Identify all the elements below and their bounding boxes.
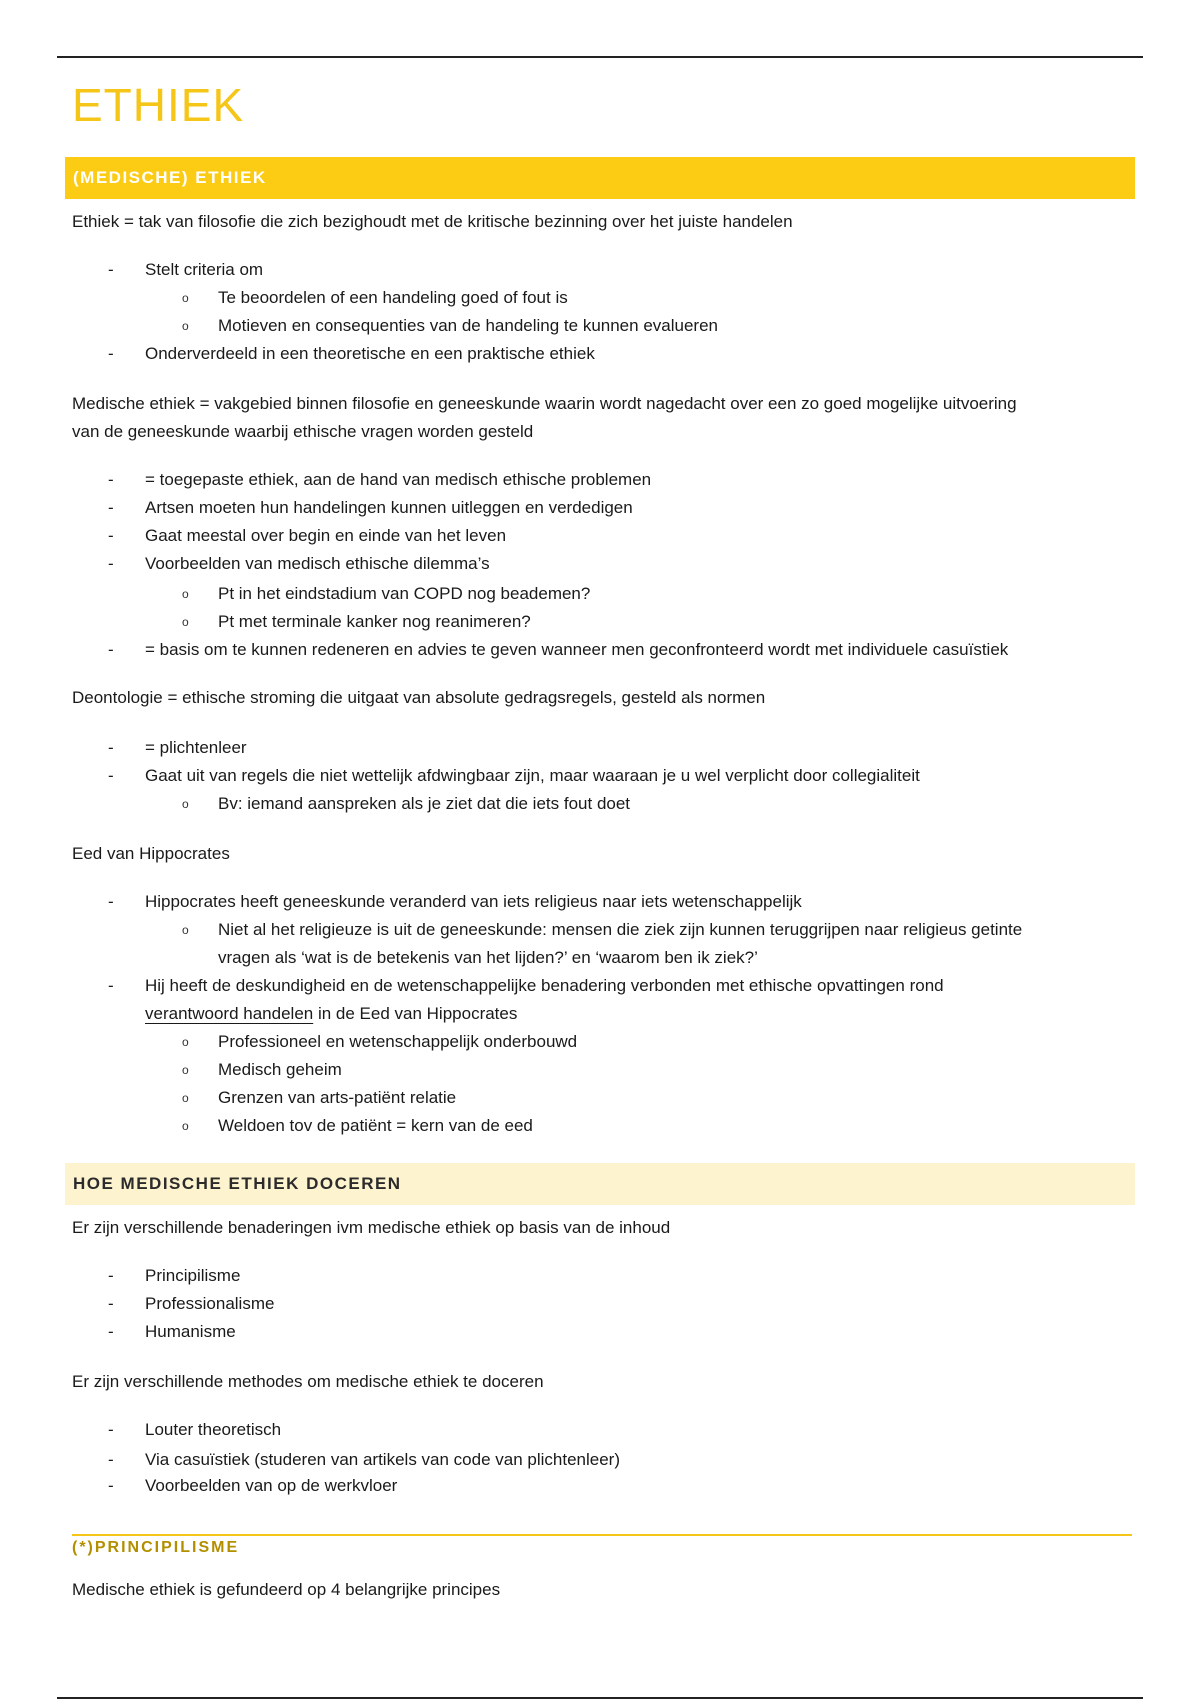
sub-list-item: Professioneel en wetenschappelijk onderbouwd	[218, 1032, 578, 1051]
list-item: Stelt criteria om	[145, 260, 264, 279]
list-item: Humanisme	[145, 1322, 236, 1341]
list-item: Via casuïstiek (studeren van artikels van code van plichtenleer)	[145, 1450, 620, 1469]
paragraph: Ethiek = tak van filosofie die zich bezighoudt met de kritische bezinning over het juiste handelen	[72, 212, 793, 231]
list-item: Onderverdeeld in een theoretische en een praktische ethiek	[145, 344, 595, 363]
dash-bullet: -	[108, 1322, 114, 1341]
circle-bullet: o	[182, 923, 189, 937]
list-item-text: in de Eed van Hippocrates	[313, 1004, 518, 1023]
dash-bullet: -	[108, 976, 114, 995]
dash-bullet: -	[108, 344, 114, 363]
dash-bullet: -	[108, 1450, 114, 1469]
subsection-heading-principilisme: (*)PRINCIPILISME	[72, 1539, 240, 1556]
dash-bullet: -	[108, 766, 114, 785]
dash-bullet: -	[108, 260, 114, 279]
top-rule	[57, 56, 1143, 58]
circle-bullet: o	[182, 291, 189, 305]
list-item: = toegepaste ethiek, aan de hand van medisch ethische problemen	[145, 470, 652, 489]
list-item: Gaat meestal over begin en einde van het leven	[145, 526, 507, 545]
list-item: = basis om te kunnen redeneren en advies te geven wanneer men geconfronteerd wordt met individuele casuïstiek	[145, 640, 1009, 659]
circle-bullet: o	[182, 1091, 189, 1105]
circle-bullet: o	[182, 1119, 189, 1133]
paragraph: Medische ethiek is gefundeerd op 4 belangrijke principes	[72, 1580, 501, 1599]
dash-bullet: -	[108, 1476, 114, 1495]
list-item: Voorbeelden van op de werkvloer	[145, 1476, 398, 1495]
list-item: Hippocrates heeft geneeskunde veranderd van iets religieus naar iets wetenschappelijk	[145, 892, 802, 911]
dash-bullet: -	[108, 554, 114, 573]
paragraph: Medische ethiek = vakgebied binnen filosofie en geneeskunde waarin wordt nagedacht over een zo goed mogelijke uitvoering	[72, 394, 1017, 413]
circle-bullet: o	[182, 1035, 189, 1049]
list-item: Hij heeft de deskundigheid en de wetenschappelijke benadering verbonden met ethische opvattingen rond	[145, 976, 944, 995]
dash-bullet: -	[108, 470, 114, 489]
list-item: Professionalisme	[145, 1294, 275, 1313]
dash-bullet: -	[108, 738, 114, 757]
paragraph: Er zijn verschillende methodes om medische ethiek te doceren	[72, 1372, 544, 1391]
circle-bullet: o	[182, 587, 189, 601]
circle-bullet: o	[182, 797, 189, 811]
circle-bullet: o	[182, 615, 189, 629]
list-item: Voorbeelden van medisch ethische dilemma’s	[145, 554, 490, 573]
list-item-continued	[145, 1000, 517, 1028]
paragraph: Eed van Hippocrates	[72, 844, 230, 863]
document-title: ETHIEK	[72, 79, 245, 131]
sub-list-item: Grenzen van arts-patiënt relatie	[218, 1088, 457, 1107]
dash-bullet: -	[108, 1420, 114, 1439]
sub-list-item: Bv: iemand aanspreken als je ziet dat die iets fout doet	[218, 794, 631, 813]
list-item: Principilisme	[145, 1266, 241, 1285]
sub-list-item: Te beoordelen of een handeling goed of fout is	[218, 288, 568, 307]
dash-bullet: -	[108, 640, 114, 659]
sub-list-item: Pt in het eindstadium van COPD nog beademen?	[218, 584, 591, 603]
section-heading-doceren: HOE MEDISCHE ETHIEK DOCEREN	[65, 1163, 1135, 1205]
dash-bullet: -	[108, 1294, 114, 1313]
sub-list-item-continued: vragen als ‘wat is de betekenis van het lijden?’ en ‘waarom ben ik ziek?’	[218, 948, 758, 967]
circle-bullet: o	[182, 1063, 189, 1077]
paragraph: Deontologie = ethische stroming die uitgaat van absolute gedragsregels, gesteld als normen	[72, 688, 766, 707]
sub-list-item: Pt met terminale kanker nog reanimeren?	[218, 612, 531, 631]
sub-list-item: Medisch geheim	[218, 1060, 342, 1079]
paragraph: van de geneeskunde waarbij ethische vragen worden gesteld	[72, 422, 534, 441]
section-heading-medische-ethiek: (MEDISCHE) ETHIEK	[65, 157, 1135, 199]
subsection-rule	[72, 1534, 1132, 1536]
sub-list-item: Weldoen tov de patiënt = kern van de eed	[218, 1116, 533, 1135]
sub-list-item: Motieven en consequenties van de handeling te kunnen evalueren	[218, 316, 718, 335]
underlined-phrase: verantwoord handelen	[145, 1004, 314, 1023]
list-item: Louter theoretisch	[145, 1420, 282, 1439]
dash-bullet: -	[108, 1266, 114, 1285]
circle-bullet: o	[182, 319, 189, 333]
dash-bullet: -	[108, 526, 114, 545]
list-item: Artsen moeten hun handelingen kunnen uitleggen en verdedigen	[145, 498, 633, 517]
paragraph: Er zijn verschillende benaderingen ivm medische ethiek op basis van de inhoud	[72, 1218, 671, 1237]
list-item: = plichtenleer	[145, 738, 247, 757]
bottom-rule	[57, 1697, 1143, 1699]
sub-list-item: Niet al het religieuze is uit de geneeskunde: mensen die ziek zijn kunnen teruggrijpen naar religieus getinte	[218, 920, 1023, 939]
list-item: Gaat uit van regels die niet wettelijk afdwingbaar zijn, maar waaraan je u wel verplicht door collegialiteit	[145, 766, 920, 785]
dash-bullet: -	[108, 892, 114, 911]
dash-bullet: -	[108, 498, 114, 517]
